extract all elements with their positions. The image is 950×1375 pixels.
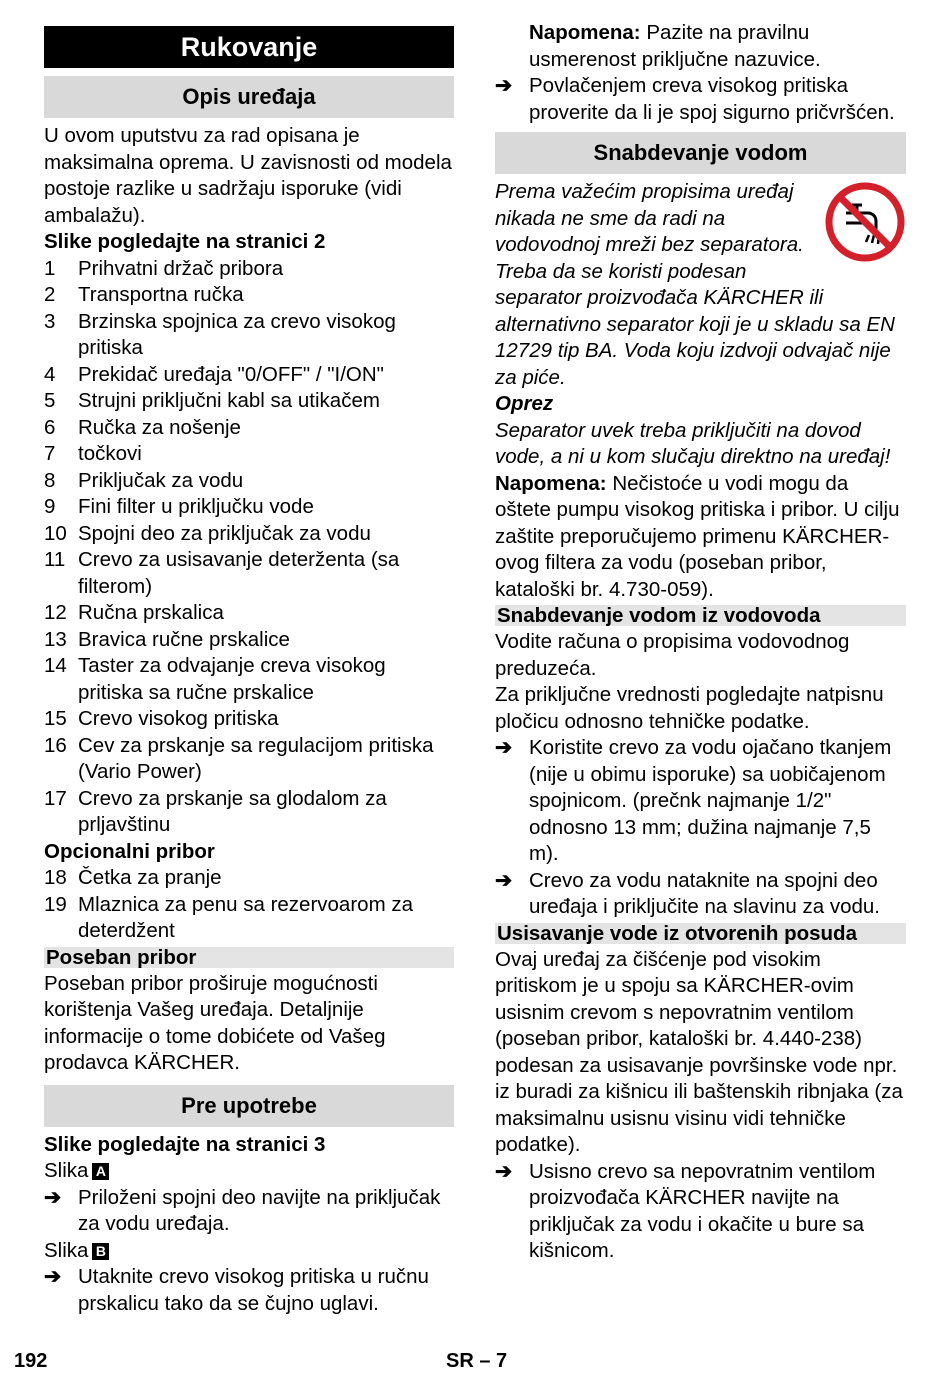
pictures-reference: Slike pogledajte na stranici 2: [44, 230, 326, 253]
list-item: [44, 521, 454, 548]
list-item: [44, 415, 454, 442]
optional-accessories-heading: Opcionalni pribor: [44, 839, 215, 863]
item-text: točkovi: [78, 442, 142, 465]
list-item: [44, 441, 454, 468]
arrow-icon: ➔: [495, 1159, 513, 1183]
item-number: 19: [44, 892, 67, 916]
list-item: [44, 733, 454, 786]
figure-label: Slika: [44, 1159, 89, 1182]
suction-step-text: Usisno crevo sa nepovratnim ventilom proizvođača KÄRCHER navijte na priključak za vodu i okačite u bure sa kišnicom.: [529, 1159, 876, 1262]
no-drinking-water-icon: [824, 181, 906, 263]
suction-step: [495, 1159, 906, 1265]
item-number: 5: [44, 389, 56, 412]
item-number: 15: [44, 707, 67, 730]
mains-step-1: [495, 735, 906, 868]
arrow-icon: ➔: [495, 868, 513, 892]
item-number: 7: [44, 442, 56, 465]
regulation-text: Prema važećim propisima uređaj nikada ne sme da radi na vodovodnoj mreži bez separatora. Treba da se koristi podesan separator proizvođača KÄRCHER ili alternativno separator koji je u skladu sa EN 12729 tip BA. Voda koju izdvoji odvajač nije za piće.: [495, 180, 895, 389]
step-b-text: Utaknite crevo visokog pritiska u ručnu prskalicu tako da se čujno uglavi.: [78, 1265, 429, 1315]
item-text: Crevo za prskanje sa glodalom za prljavštinu: [78, 786, 387, 836]
list-item: [44, 653, 454, 706]
list-item: [44, 706, 454, 733]
figure-b-badge: B: [92, 1243, 109, 1260]
list-item: [44, 309, 454, 362]
item-number: 18: [44, 866, 67, 889]
item-text: Brzinska spojnica za crevo visokog pritiska: [78, 309, 396, 359]
note-nozzle: [495, 20, 906, 73]
item-text: Strujni priključni kabl sa utikačem: [78, 389, 380, 412]
figure-b-label: [44, 1238, 454, 1265]
item-number: 2: [44, 283, 56, 306]
arrow-icon: ➔: [495, 74, 513, 97]
step-a-text: Priloženi spojni deo navijte na priključak za vodu uređaja.: [78, 1185, 441, 1235]
arrow-icon: ➔: [44, 1185, 62, 1209]
caution-heading: Oprez: [495, 392, 554, 415]
item-number: 3: [44, 309, 56, 333]
special-accessories-heading: Poseban pribor: [44, 947, 454, 968]
item-text: Prihvatni držač pribora: [78, 256, 284, 280]
item-text: Taster za odvajanje creva visokog pritiska sa ručne prskalice: [78, 654, 386, 704]
list-item: [44, 627, 454, 654]
list-item: [44, 547, 454, 600]
note-text: Pazite na pravilnu usmerenost priključne nazuvice.: [529, 21, 821, 71]
item-number: 14: [44, 654, 67, 677]
note2-label: Napomena:: [495, 471, 607, 495]
item-number: 17: [44, 786, 67, 810]
left-column: [44, 26, 454, 1317]
item-number: 13: [44, 627, 67, 651]
note2-text: Nečistoće u vodi mogu da oštete pumpu visokog pritiska i pribor. U cilju zaštite preporučujemo primenu KÄRCHER-ovog filtera za vodu (poseban pribor, kataloški br. 4.730-059).: [495, 471, 900, 601]
arrow-icon: ➔: [44, 1265, 62, 1288]
intro-paragraph: U ovom uputstvu za rad opisana je maksimalna oprema. U zavisnosti od modela postoje razlike u sadržaju isporuke (vidi ambalažu).: [44, 124, 452, 227]
item-number: 10: [44, 521, 67, 545]
item-number: 1: [44, 256, 56, 280]
page-number: 192: [14, 1350, 48, 1372]
list-item: [44, 362, 454, 389]
right-column: [495, 20, 906, 1265]
suction-heading: Usisavanje vode iz otvorenih posuda: [495, 923, 906, 944]
item-text: Priključak za vodu: [78, 468, 244, 492]
item-number: 6: [44, 415, 56, 439]
item-number: 4: [44, 362, 56, 386]
suction-text: Ovaj uređaj za čišćenje pod visokim pritiskom je u spoju sa KÄRCHER-ovim usisnim crevom s nepovratnim ventilom (poseban pribor, kataloški br. 4.440-238) podesan za usisavanje površinske vode npr. iz buradi za kišnicu ili baštenskih ribnjaka (za maksimalnu usisnu visinu vidi tehničke podatke).: [495, 947, 903, 1156]
mains-text-1: Vodite računa o propisima vodovodnog preduzeća.: [495, 630, 850, 680]
mains-step-2: [495, 868, 906, 921]
section-heading-water-supply: Snabdevanje vodom: [495, 132, 906, 174]
list-item: [44, 892, 454, 945]
item-text: Cev za prskanje sa regulacijom pritiska (Vario Power): [78, 733, 434, 783]
step-b: [44, 1264, 454, 1317]
item-text: Mlaznica za penu sa rezervoarom za deterdžent: [78, 892, 413, 942]
item-text: Transportna ručka: [78, 283, 244, 306]
item-number: 12: [44, 601, 67, 624]
item-text: Bravica ručne prskalice: [78, 627, 290, 651]
list-item: [44, 786, 454, 839]
mains-step-1-text: Koristite crevo za vodu ojačano tkanjem (nije u obimu isporuke) sa uobičajenom spojnicom. (prečnk najmanje 1/2" odnosno 13 mm; dužina najmanje 7,5 m).: [529, 736, 892, 865]
item-number: 11: [44, 548, 66, 571]
item-number: 8: [44, 468, 56, 492]
note-label: Napomena:: [529, 21, 641, 44]
list-item: [44, 494, 454, 521]
mains-text-2: Za priključne vrednosti pogledajte natpisnu pločicu odnosno tehničke podatke.: [495, 683, 884, 733]
item-text: Ručna prskalica: [78, 601, 224, 624]
note-filter: [495, 471, 906, 604]
step-pull-text: Povlačenjem creva visokog pritiska proverite da li je spoj sigurno pričvršćen.: [529, 74, 895, 124]
caution-text: Separator uvek treba priključiti na dovod vode, a ni u kom slučaju direktno na uređaj!: [495, 418, 891, 468]
figure-a-label: [44, 1158, 454, 1185]
list-item: [44, 468, 454, 495]
item-text: Ručka za nošenje: [78, 415, 241, 439]
chapter-title: Rukovanje: [44, 26, 454, 68]
list-item: [44, 865, 454, 892]
step-pull-check: [495, 73, 906, 126]
special-accessories-text: Poseban pribor proširuje mogućnosti korištenja Vašeg uređaja. Detaljnije informacije o tome dobićete od Vašeg prodavca KÄRCHER.: [44, 971, 386, 1074]
item-number: 9: [44, 495, 56, 518]
item-number: 16: [44, 733, 67, 757]
regulation-block: [495, 179, 906, 391]
list-item: [44, 256, 454, 283]
mains-supply-heading: Snabdevanje vodom iz vodovoda: [495, 605, 906, 626]
mains-step-2-text: Crevo za vodu nataknite na spojni deo uređaja i priključite na slavinu za vodu.: [529, 868, 880, 918]
optional-list: [44, 865, 454, 945]
item-text: Crevo visokog pritiska: [78, 707, 279, 730]
arrow-icon: ➔: [495, 736, 513, 759]
item-text: Crevo za usisavanje deterženta (sa filterom): [78, 548, 400, 598]
figure-label: Slika: [44, 1238, 89, 1262]
section-heading-device-description: Opis uređaja: [44, 76, 454, 118]
parts-list: [44, 256, 454, 839]
section-code: SR – 7: [446, 1350, 508, 1372]
item-text: Fini filter u priključku vode: [78, 495, 314, 518]
list-item: [44, 282, 454, 309]
item-text: Spojni deo za priključak za vodu: [78, 521, 371, 545]
figure-a-badge: A: [92, 1163, 109, 1180]
item-text: Četka za pranje: [78, 866, 222, 889]
list-item: [44, 600, 454, 627]
section-heading-before-use: Pre upotrebe: [44, 1085, 454, 1127]
step-a: [44, 1185, 454, 1238]
pictures-reference-2: Slike pogledajte na stranici 3: [44, 1132, 326, 1156]
item-text: Prekidač uređaja "0/OFF" / "I/ON": [78, 362, 384, 386]
list-item: [44, 388, 454, 415]
